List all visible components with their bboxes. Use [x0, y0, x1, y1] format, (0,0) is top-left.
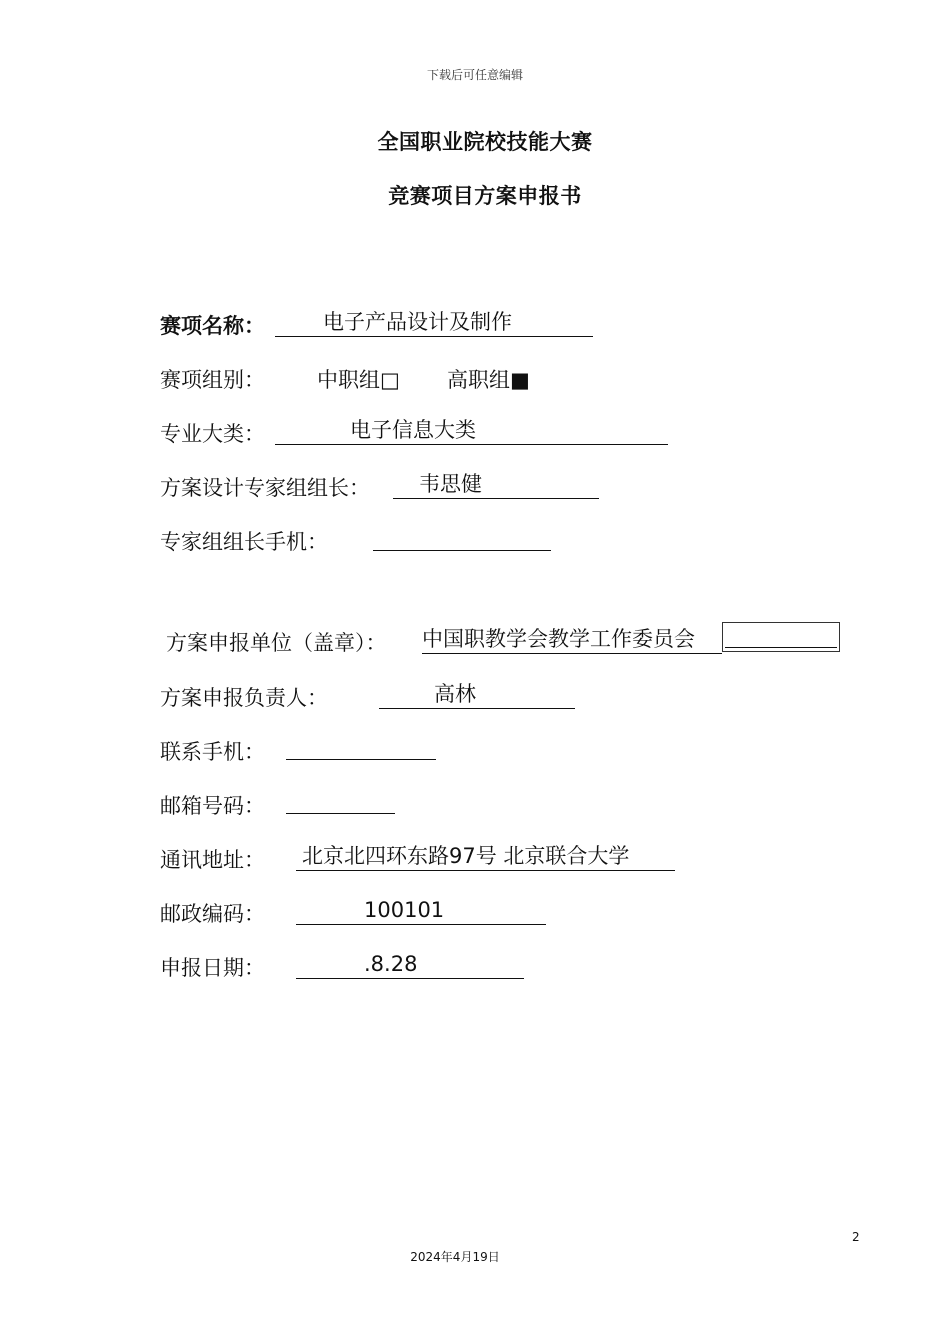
date-field: [296, 950, 524, 979]
address-label: 通讯地址：: [160, 848, 265, 872]
major-field: [275, 416, 668, 445]
group-option-higher: 高职组■: [447, 368, 530, 392]
date-label: 申报日期：: [160, 956, 265, 980]
major-value: 电子信息大类: [350, 418, 476, 442]
expert-leader-label: 方案设计专家组组长：: [160, 476, 370, 500]
responsible-label: 方案申报负责人：: [160, 686, 328, 710]
expert-phone-label: 专家组组长手机：: [160, 530, 328, 554]
expert-leader-value: 韦思健: [419, 472, 482, 496]
email-label: 邮箱号码：: [160, 794, 265, 818]
phone-label: 联系手机：: [160, 740, 265, 764]
postcode-field: [296, 896, 546, 925]
date-value: .8.28: [364, 952, 418, 976]
page-number: 2: [852, 1230, 860, 1244]
postcode-label: 邮政编码：: [160, 902, 265, 926]
expert-leader-field: [393, 470, 599, 499]
group-label: 赛项组别：: [160, 368, 265, 392]
unit-field: [422, 625, 722, 654]
postcode-value: 100101: [364, 898, 445, 922]
responsible-value: 高林: [434, 682, 476, 706]
phone-field: [286, 731, 436, 760]
document-title: 全国职业院校技能大赛: [377, 130, 593, 154]
footer-date: 2024年4月19日: [410, 1250, 500, 1264]
unit-value: 中国职教学会教学工作委员会: [422, 627, 695, 651]
event-name-value: 电子产品设计及制作: [323, 310, 512, 334]
event-name-field: [275, 308, 593, 337]
major-label: 专业大类：: [160, 422, 265, 446]
unit-stamp-box: [722, 622, 840, 652]
email-field: [286, 785, 395, 814]
expert-phone-field: [373, 522, 551, 551]
header-note: 下载后可任意编辑: [426, 68, 523, 82]
address-value: 北京北四环东路97号 北京联合大学: [302, 844, 630, 868]
event-name-label: 赛项名称：: [160, 314, 265, 338]
document-subtitle: 竞赛项目方案申报书: [388, 184, 582, 208]
responsible-field: [379, 680, 575, 709]
group-option-secondary: 中职组□: [317, 368, 400, 392]
address-field: [296, 842, 675, 871]
unit-label: 方案申报单位（盖章）：: [166, 631, 387, 655]
